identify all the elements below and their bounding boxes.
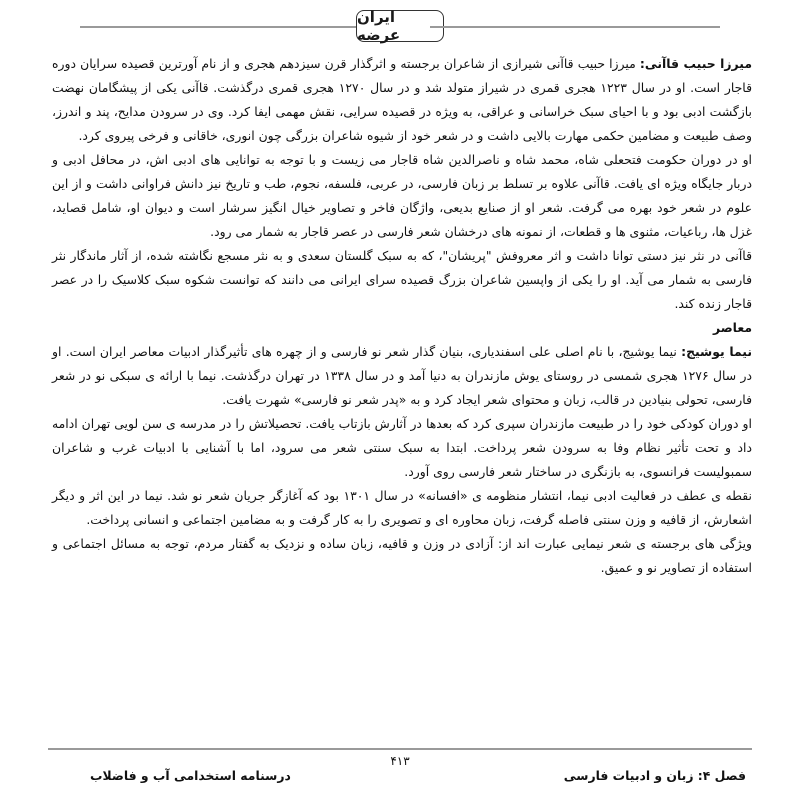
document-page (20, 0, 780, 800)
page-body (52, 52, 752, 580)
chapter-title: فصل ۴: زبان و ادبیات فارسی (563, 768, 746, 783)
paragraph-nima-afsaneh: نقطه ی عطف در فعالیت ادبی نیما، انتشار منظومه ی «افسانه» در سال ۱۳۰۱ بود که آغازگر جریان شعر نو شد. نیما در این اثر و دیگر اشعارش، از قافیه و وزن سنتی فاصله گرفت، زبان محاوره ای و تصویری را به کار گرفت و به مضامین اجتماعی و انسانی پرداخت. (52, 488, 752, 527)
section-heading-contemporary: معاصر (713, 320, 752, 335)
paragraph-qaani-intro: میرزا حبیب قاآنی: میرزا حبیب قاآنی شیرازی از شاعران برجسته و اثرگذار قرن سیزدهم هجری و از نام آورترین قصیده سرایان دوره قاجار است. او در سال ۱۲۲۳ هجری قمری در شیراز متولد شد و در سال ۱۲۷۰ هجری قمری درگذشت. قاآنی یکی از پیشگامان نهضت بازگشت ادبی بود و با احیای سبک خراسانی و عراقی، به ویژه در قصیده سرایی، نقش مهمی ایفا کرد. وی در سرودن مدایح، پند و اندرز، وصف طبیعت و مضامین حکمی مهارت بالایی داشت و در شعر خود از شیوه شاعران بزرگی چون انوری، خاقانی و فرخی پیروی کرد. (52, 56, 753, 143)
header-rule-left (80, 26, 370, 28)
book-title: درسنامه استخدامی آب و فاضلاب (90, 768, 291, 783)
paragraph-nima-youth: او دوران کودکی خود را در طبیعت مازندران سپری کرد که بعدها در آثارش بازتاب یافت. تحصیلاتش را در مدرسه ی سن لویی تهران ادامه داد و تحت تأثیر نظام وفا به سرودن شعر پرداخت. ابتدا به سبک سنتی شعر می سرود، اما با آشنایی با ادبیات غرب و شاعران سمبولیست فرانسوی، به بازنگری در ساختار شعر فارسی روی آورد. (52, 416, 752, 479)
page-number: ۴۱۳ (390, 754, 410, 768)
paragraph-qaani-court: او در دوران حکومت فتحعلی شاه، محمد شاه و ناصرالدین شاه قاجار می زیست و با توجه به توانایی های ادبی اش، در محافل ادبی و دربار جایگاه ویژه ای یافت. قاآنی علاوه بر تسلط بر زبان فارسی، در عربی، فلسفه، نجوم، طب و تاریخ نیز دانش فراوانی داشت و از این علوم در شعر خود بهره می گرفت. شعر او از صنایع بدیعی، واژگان فاخر و تصاویر خیال انگیز سرشار است و دیوان او، شامل قصاید، غزل ها، رباعیات، مثنوی ها و قطعات، از نمونه های درخشان شعر فارسی در عصر قاجار به شمار می رود. (52, 152, 752, 239)
paragraph-qaani-prose: قاآنی در نثر نیز دستی توانا داشت و اثر معروفش "پریشان"، که به سبک گلستان سعدی و به نثر مسجع نگاشته شده، از آثار ماندگار نثر فارسی به شمار می آید. او را یکی از واپسین شاعران بزرگ قصیده سرای ایرانی می دانند که توانست شکوه سبک کلاسیک را در عصر قاجار زنده کند. (52, 248, 752, 311)
page-header (20, 6, 780, 46)
header-rule-right (430, 26, 720, 28)
paragraph-nima-intro: نیما یوشیج: نیما یوشیج، با نام اصلی علی اسفندیاری، بنیان گذار شعر نو فارسی و از چهره های تأثیرگذار ادبیات معاصر ایران است. او در سال ۱۲۷۶ هجری شمسی در روستای یوش مازندران به دنیا آمد و در سال ۱۳۳۸ در تهران درگذشت. نیما با ارائه ی سبکی نو در شعر فارسی، تحولی بنیادین در قالب، زبان و محتوای شعر ایجاد کرد و به «پدر شعر نو فارسی» شهرت یافت. (52, 344, 752, 407)
term-nima: نیما یوشیج: (681, 344, 752, 359)
term-qaani: میرزا حبیب قاآنی: (639, 56, 752, 71)
footer-rule (48, 748, 752, 750)
paragraph-nima-features: ویژگی های برجسته ی شعر نیمایی عبارت اند از: آزادی در وزن و قافیه، زبان ساده و نزدیک به گفتار مردم، توجه به مسائل اجتماعی و استفاده از تصاویر نو و عمیق. (52, 536, 752, 575)
publisher-logo: ایران عرضه (356, 10, 444, 42)
page-footer (20, 740, 780, 800)
